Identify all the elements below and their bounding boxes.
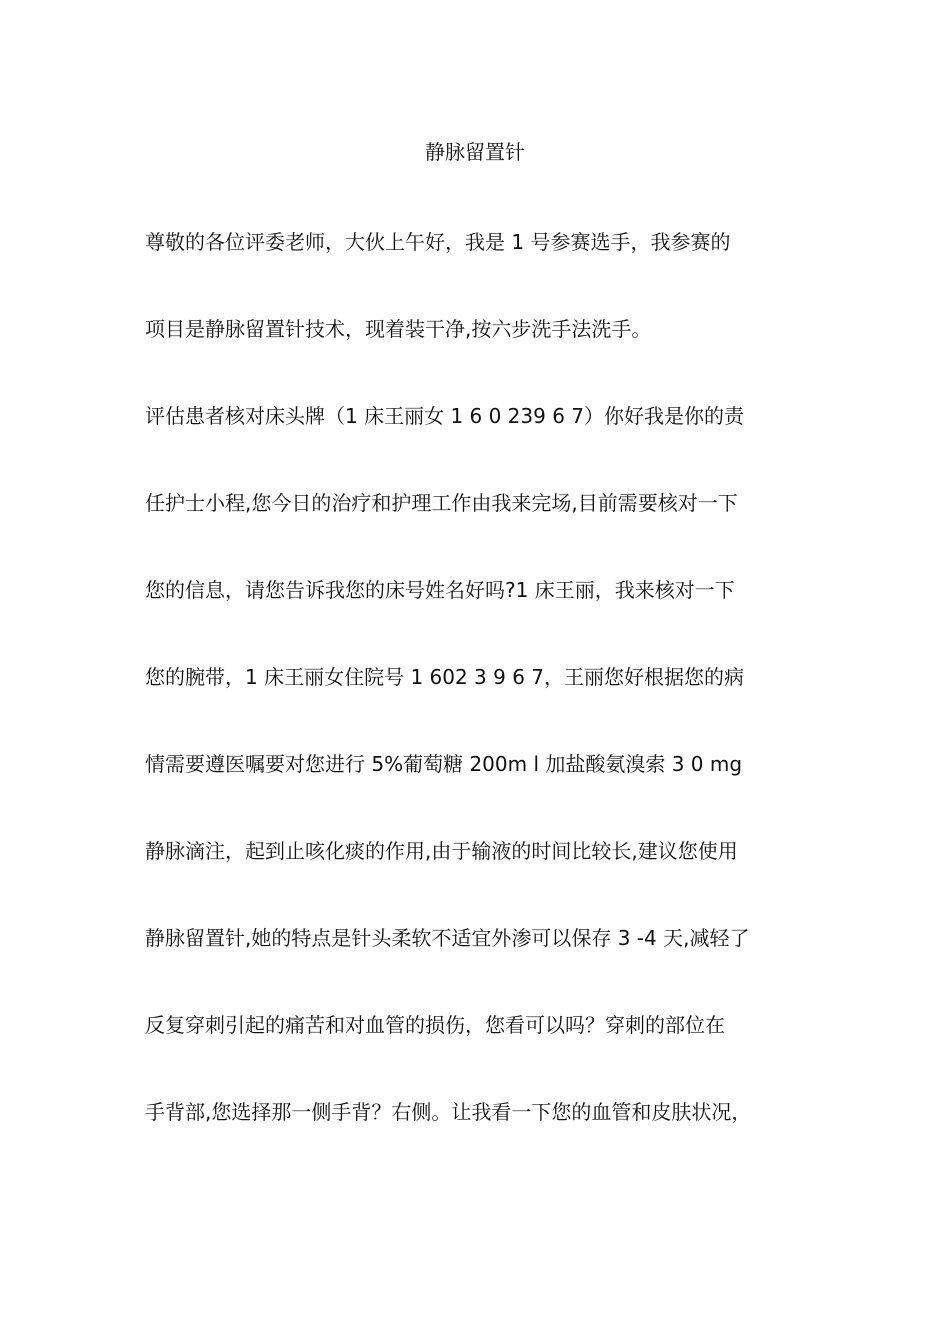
paragraph-line-1: 尊敬的各位评委老师，大伙上午好，我是 1 号参赛选手，我参赛的 [145,230,731,254]
paragraph-line-10: 反复穿刺引起的痛苦和对血管的损伤，您看可以吗？穿刺的部位在 [145,1013,725,1037]
paragraph-line-3: 评估患者核对床头牌（1 床王丽女 1 6 0 239 6 7）你好我是你的责 [145,404,745,428]
paragraph-line-8: 静脉滴注，起到止咳化痰的作用,由于输液的时间比较长,建议您使用 [145,839,738,863]
paragraph-line-9: 静脉留置针,她的特点是针头柔软不适宜外渗可以保存 3 -4 天,减轻了 [145,926,750,950]
document-title: 静脉留置针 [425,140,525,164]
paragraph-line-2: 项目是静脉留置针技术，现着装干净,按六步洗手法洗手。 [145,317,652,341]
paragraph-line-4: 任护士小程,您今日的治疗和护理工作由我来完场,目前需要核对一下 [145,491,738,515]
paragraph-line-5: 您的信息，请您告诉我您的床号姓名好吗?1 床王丽，我来核对一下 [145,578,735,602]
paragraph-line-6: 您的腕带，1 床王丽女住院号 1 602 3 9 6 7，王丽您好根据您的病 [145,665,745,689]
paragraph-line-11: 手背部,您选择那一侧手背？右侧。让我看一下您的血管和皮肤状况， [145,1100,752,1124]
paragraph-line-7: 情需要遵医嘱要对您进行 5%葡萄糖 200m l 加盐酸氨溴索 3 0 mg [145,752,743,776]
